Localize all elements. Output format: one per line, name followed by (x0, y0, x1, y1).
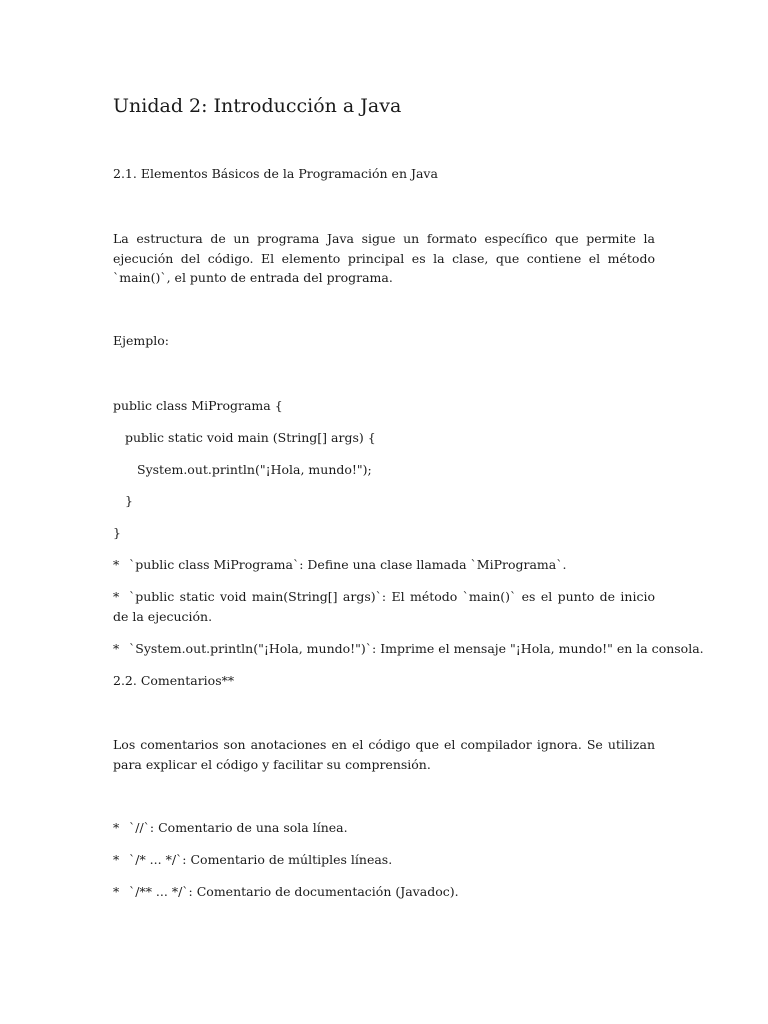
code-line-3: System.out.println("¡Hola, mundo!"); (137, 462, 372, 477)
intro-paragraph: La estructura de un programa Java sigue un formato específico que permite la ejecución del código. El elemento principal es la clase, que contiene el método `main()`, el punto de entrada del programa. (113, 231, 655, 285)
document-page (113, 0, 704, 1024)
bullet-item (113, 850, 392, 870)
code-line-5: } (113, 525, 121, 540)
section-heading-2-2: 2.2. Comentarios** (113, 673, 235, 688)
code-line-1: public class MiPrograma { (113, 398, 283, 413)
bullet-item (113, 555, 566, 575)
bullet-text: `//`: Comentario de una sola línea. (129, 820, 348, 835)
bullet-item (113, 587, 655, 626)
bullet-text: `/* ... */`: Comentario de múltiples líneas. (129, 852, 393, 867)
comments-paragraph: Los comentarios son anotaciones en el código que el compilador ignora. Se utilizan para explicar el código y facilitar su comprensión. (113, 737, 655, 772)
example-label: Ejemplo: (113, 333, 169, 348)
bullet-marker: * (113, 820, 120, 835)
bullet-text: `System.out.println("¡Hola, mundo!")`: Imprime el mensaje "¡Hola, mundo!" en la consola. (129, 641, 704, 656)
bullet-marker: * (113, 641, 120, 656)
bullet-marker: * (113, 884, 120, 899)
bullet-marker: * (113, 852, 120, 867)
code-line-4: } (125, 493, 133, 508)
bullet-marker: * (113, 557, 120, 572)
bullet-text: `/** ... */`: Comentario de documentación (Javadoc). (129, 884, 459, 899)
code-line-2: public static void main (String[] args) { (125, 430, 376, 445)
bullet-text: `public static void main(String[] args)`: El método `main()` es el punto de inicio de la ejecución. (113, 589, 655, 624)
bullet-item (113, 882, 459, 902)
bullet-marker: * (113, 589, 120, 604)
bullet-item (113, 818, 348, 838)
section-heading-2-1: 2.1. Elementos Básicos de la Programación en Java (113, 166, 438, 181)
document-title: Unidad 2: Introducción a Java (113, 95, 402, 117)
bullet-item (113, 639, 704, 659)
bullet-text: `public class MiPrograma`: Define una clase llamada `MiPrograma`. (129, 557, 567, 572)
